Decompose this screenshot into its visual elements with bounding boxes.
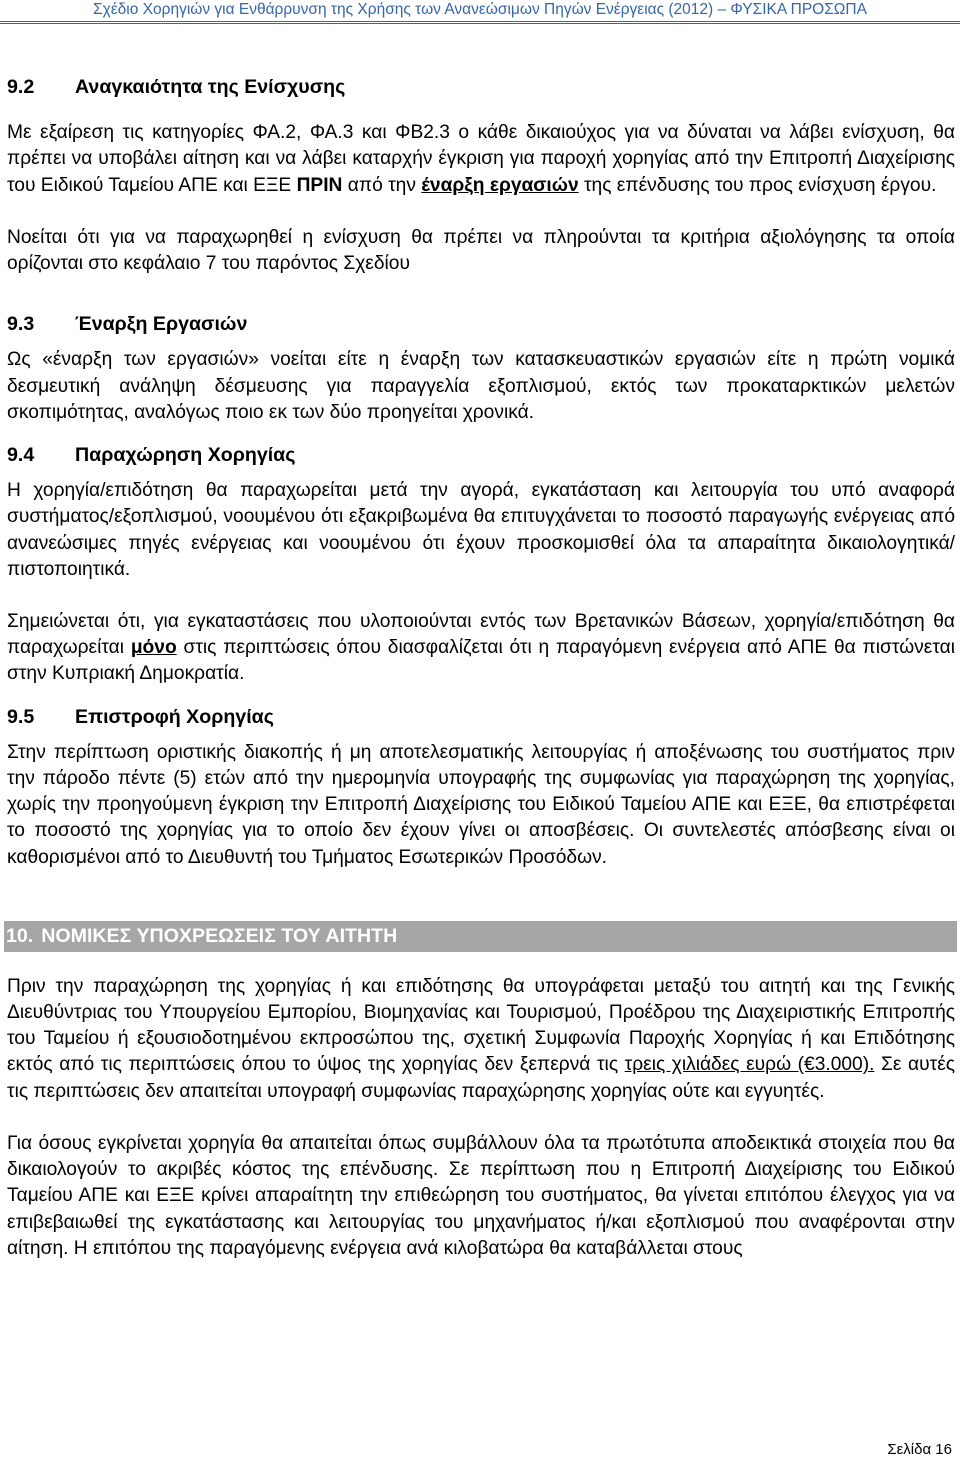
section-9-2-paragraph-2: Νοείται ότι για να παραχωρηθεί η ενίσχυση θα πρέπει να πληρούνται τα κριτήρια αξιολόγησης τα οποία ορίζονται στο κεφάλαιο 7 του παρόντος Σχεδίου <box>7 226 955 275</box>
section-9-4-paragraph-1: Η χορηγία/επιδότηση θα παραχωρείται μετά την αγορά, εγκατάσταση και λειτουργία του υπό αναφορά συστήματος/εξοπλισμού, νοουμένου ότι εξακριβωμένα θα επιτυγχάνεται το ποσοστό παραγωγής ενέργειας από ανανεώσιμες πηγές ενέργειας και νοουμένου ότι έχουν προσκομισθεί όλα τα απαραίτητα δικαιολογητικά/πιστοποιητικά. <box>7 480 955 580</box>
section-10-paragraph-1: Πριν την παραχώρηση της χορηγίας ή και επιδότησης θα υπογράφεται μεταξύ του αιτητή και της Γενικής Διευθύντριας του Υπουργείου Εμπορίου, Βιομηχανίας και Τουρισμού, Προέδρου της Διαχειριστικής Επιτροπής του Ταμείου ή εξουσιοδοτημένου εκπροσώπου της, σχετική Συμφωνία Παροχής Χορηγίας ή και Επιδότησης εκτός από τις περιπτώσεις όπου το ύψος της χορηγίας δεν ξεπερνά τις τρεις χιλιάδες ευρώ (€3.000). Σε αυτές τις περιπτώσεις δεν απαιτείται υπογραφή συμφωνίας παραχώρησης χορηγίας ούτε και εγγυητές. <box>7 975 955 1102</box>
header-rule <box>0 21 960 24</box>
running-header: Σχέδιο Χορηγιών για Ενθάρρυνση της Χρήσης των Ανανεώσιμων Πηγών Ενέργειας (2012) – ΦΥΣΙΚΑ ΠΡΟΣΩΠΑ <box>93 1 867 18</box>
section-9-4-heading: 9.4 Παραχώρηση Χορηγίας <box>7 444 296 467</box>
section-10-heading-bar: 10. ΝΟΜΙΚΕΣ ΥΠΟΧΡΕΩΣΕΙΣ ΤΟΥ ΑΙΤΗΤΗ <box>4 921 957 952</box>
section-9-3-paragraph: Ως «έναρξη των εργασιών» νοείται είτε η έναρξη των κατασκευαστικών εργασιών είτε η πρώτη νομικά δεσμευτική ανάληψη δέσμευσης για παραγγελία εξοπλισμού, εκτός των προκαταρκτικών μελετών σκοπιμότητας, αναλόγως ποιο εκ των δύο προηγείται χρονικά. <box>7 349 955 423</box>
section-9-5-paragraph: Στην περίπτωση οριστικής διακοπής ή μη αποτελεσματικής λειτουργίας ή αποξένωσης του συστήματος πριν την πάροδο πέντε (5) ετών από την ημερομηνία υπογραφής της συμφωνίας για παραχώρηση της χορηγίας, χωρίς την προηγούμενη έγκριση την Επιτροπή Διαχείρισης του Ειδικού Ταμείου ΑΠΕ και ΕΞΕ, θα επιστρέφεται το ποσοστό της χορηγίας για το οποίο δεν έχουν γίνει οι αποσβέσεις. Οι συντελεστές απόσβεσης είναι οι καθορισμένοι από το Διευθυντή του Τμήματος Εσωτερικών Προσόδων. <box>7 741 955 868</box>
section-9-4-paragraph-2: Σημειώνεται ότι, για εγκαταστάσεις που υλοποιούνται εντός των Βρετανικών Βάσεων, χορηγία/επιδότηση θα παραχωρείται μόνο στις περιπτώσεις όπου διασφαλίζεται ότι η παραγόμενη ενέργεια από ΑΠΕ θα πιστώνεται στην Κυπριακή Δημοκρατία. <box>7 611 955 685</box>
page-number: Σελίδα 16 <box>887 1441 952 1458</box>
section-9-5-heading: 9.5 Επιστροφή Χορηγίας <box>7 705 274 728</box>
section-9-2-paragraph-1: Με εξαίρεση τις κατηγορίες ΦΑ.2, ΦΑ.3 και ΦΒ2.3 ο κάθε δικαιούχος για να δύναται να λάβει ενίσχυση, θα πρέπει να υποβάλει αίτηση και να λάβει καταρχήν έγκριση για παροχή χορηγίας από την Επιτροπή Διαχείρισης του Ειδικού Ταμείου ΑΠΕ και ΕΞΕ ΠΡΙΝ από την έναρξη εργασιών της επένδυσης του προς ενίσχυση έργου. <box>7 122 955 196</box>
section-10-paragraph-2: Για όσους εγκρίνεται χορηγία θα απαιτείται όπως συμβάλλουν όλα τα πρωτότυπα αποδεικτικά στοιχεία που θα δικαιολογούν το ακριβές κόστος της επένδυσης. Σε περίπτωση που η Επιτροπή Διαχείρισης του Ειδικού Ταμείου ΑΠΕ και ΕΞΕ κρίνει απαραίτητη την επιθεώρηση του συστήματος, θα γίνεται επιτόπου έλεγχος για να επιβεβαιωθεί της εγκατάστασης και λειτουργίας του μηχανήματος ή/και εξοπλισμού που αναφέρονται στην αίτηση. Η επιτόπου της παραγόμενης ενέργεια ανά κιλοβατώρα θα καταβάλλεται στους <box>7 1132 955 1259</box>
document-body <box>7 74 955 1262</box>
section-9-2-heading: 9.2 Αναγκαιότητα της Ενίσχυσης <box>7 76 346 98</box>
section-9-3-heading: 9.3 Έναρξη Εργασιών <box>7 313 248 336</box>
